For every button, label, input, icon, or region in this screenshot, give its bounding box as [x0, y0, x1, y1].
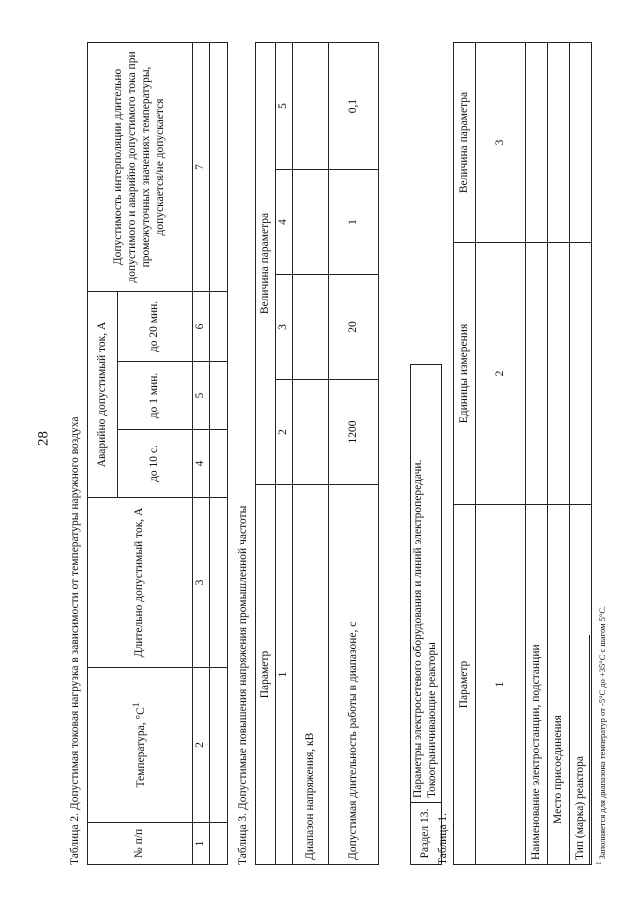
table2-header-10s: до 10 с. — [118, 430, 193, 498]
footnote — [595, 606, 607, 865]
table2-header-temperature-text: Температура, °С — [135, 707, 148, 788]
table3-header-value: Величина параметра — [256, 42, 276, 484]
table2-num: 1 — [193, 823, 210, 865]
table1-caption: Таблица 1. — [437, 812, 449, 865]
table2 — [87, 42, 228, 865]
table1-row-label: Тип (марка) реактора — [570, 505, 592, 865]
table3-caption: Таблица 3. Допустимые повышения напряжения промышленной частоты — [237, 505, 249, 865]
table3-num: 5 — [276, 42, 293, 169]
table1-header-units: Единицы измерения — [454, 243, 476, 505]
table1-num: 1 — [476, 505, 526, 865]
table2-cell[interactable] — [209, 42, 227, 291]
table3-row-label: Допустимая длительность работы в диапазоне, с — [329, 485, 379, 865]
table2-header-number: № п/п — [88, 823, 193, 865]
table3-num: 2 — [276, 380, 293, 485]
footnote-ref: 1 — [131, 702, 143, 708]
table1-cell[interactable] — [526, 43, 548, 243]
table3-cell[interactable]: 0,1 — [329, 42, 379, 169]
table1-cell[interactable] — [548, 243, 570, 505]
table3-cell[interactable] — [293, 380, 329, 485]
section13-label: Раздел 13. — [411, 803, 442, 865]
table1-header-param: Параметр — [454, 505, 476, 865]
table3-cell[interactable]: 1200 — [329, 380, 379, 485]
table3-row-label: Диапазон напряжения, кВ — [293, 485, 329, 865]
table3-cell[interactable]: 1 — [329, 170, 379, 275]
table3-cell[interactable]: 20 — [329, 275, 379, 380]
table3-cell[interactable] — [293, 275, 329, 380]
table1-cell[interactable] — [526, 243, 548, 505]
table1-row — [548, 43, 570, 865]
page-number: 28 — [35, 431, 52, 446]
table2-num: 7 — [193, 42, 210, 291]
table3 — [255, 42, 379, 865]
table1-num: 2 — [476, 243, 526, 505]
table1-cell[interactable] — [570, 43, 592, 243]
table2-cell[interactable] — [209, 823, 227, 865]
table1-numbering-row — [476, 43, 526, 865]
table1-cell[interactable] — [548, 43, 570, 243]
table2-caption: Таблица 2. Допустимая токовая нагрузка в зависимости от температуры наружного воздуха — [69, 416, 81, 865]
table3-num: 3 — [276, 275, 293, 380]
table1-row — [526, 43, 548, 865]
table1-num: 3 — [476, 43, 526, 243]
table2-header-emergency: Аварийно допустимый ток, А — [88, 291, 118, 497]
table2-empty-row — [209, 42, 227, 864]
table2-num: 3 — [193, 498, 210, 668]
rotated-page-content — [65, 23, 625, 883]
table2-num: 6 — [193, 291, 210, 361]
table2-cell[interactable] — [209, 291, 227, 361]
table3-row-duration — [329, 42, 379, 864]
footnote-mark: 1 — [595, 861, 603, 865]
table2-header-1min: до 1 мин. — [118, 362, 193, 430]
table3-numbering-row — [276, 42, 293, 864]
section13-title: Параметры электросетевого оборудования и линий электропередачи. Токоограничивающие реакторы — [411, 365, 442, 803]
table2-cell[interactable] — [209, 430, 227, 498]
table2-cell[interactable] — [209, 498, 227, 668]
table2-header-20min: до 20 мин. — [118, 291, 193, 361]
footnote-rule — [589, 635, 590, 865]
table1-cell[interactable] — [570, 243, 592, 505]
table3-cell[interactable] — [293, 42, 329, 169]
table3-row-voltage-range — [293, 42, 329, 864]
table1-row-label: Наименование электростанции, подстанции — [526, 505, 548, 865]
table3-num: 1 — [276, 485, 293, 865]
table1-header-value: Величина параметра — [454, 43, 476, 243]
table1-row-label: Место присоединения — [548, 505, 570, 865]
table2-num: 2 — [193, 668, 210, 823]
table3-cell[interactable] — [293, 170, 329, 275]
table3-num: 4 — [276, 170, 293, 275]
table3-header-param: Параметр — [256, 485, 276, 865]
table2-header-temperature — [88, 668, 193, 823]
section13-heading — [410, 364, 442, 865]
table2-num: 5 — [193, 362, 210, 430]
footnote-text: Заполняется для диапазона температур от -5°С до +35°С с шагом 5°С. — [596, 605, 607, 860]
table1 — [453, 42, 592, 865]
table2-cell[interactable] — [209, 668, 227, 823]
table2-cell[interactable] — [209, 362, 227, 430]
table2-num: 4 — [193, 430, 210, 498]
table2-header-interpolation: Допустимость интерполяции длительно допустимого и аварийно допустимого тока при промежуточных значениях температуры, допускается/не допускается — [88, 42, 193, 291]
table2-header-continuous: Длительно допустимый ток, А — [88, 498, 193, 668]
table2-numbering-row — [193, 42, 210, 864]
